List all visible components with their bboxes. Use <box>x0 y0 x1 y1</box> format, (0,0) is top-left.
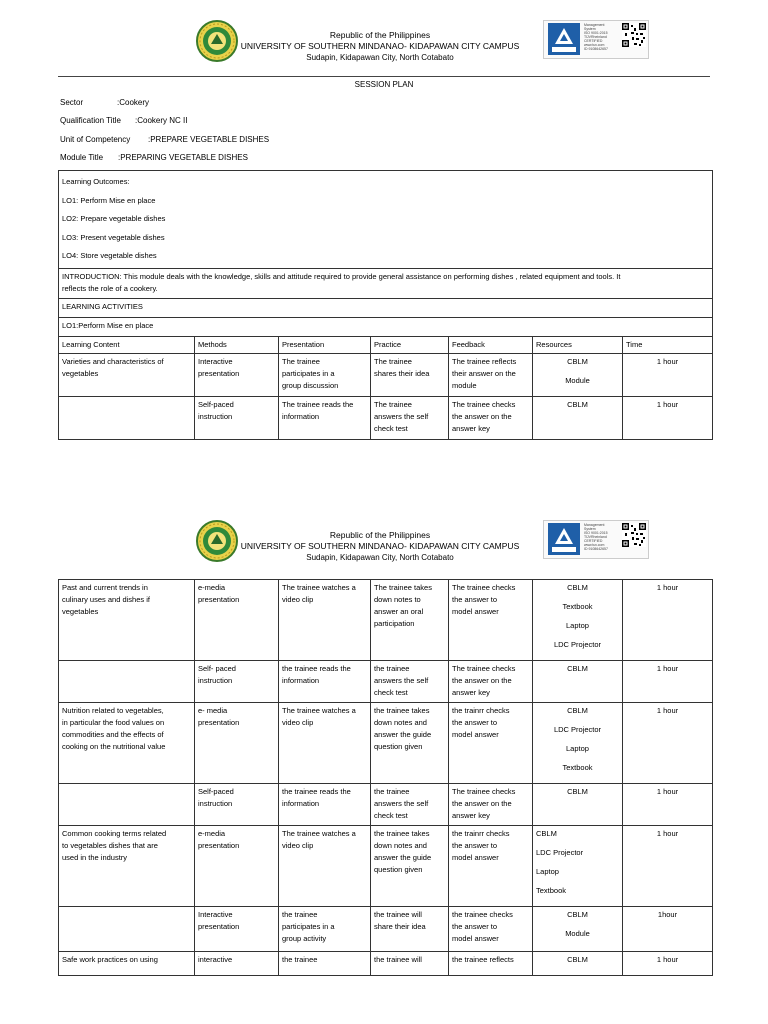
cell-time: 1 hour <box>623 396 713 439</box>
cell-practice <box>371 826 449 907</box>
cell-practice <box>371 952 449 976</box>
resource-item: CBLM <box>567 356 588 366</box>
cell-practice <box>371 661 449 703</box>
presentation-line: the trainee <box>282 955 318 964</box>
cell-methods <box>195 580 279 661</box>
presentation-line: the trainee <box>282 910 318 919</box>
meta-unit <box>60 135 270 144</box>
meta-label: Qualification Title <box>60 116 121 125</box>
presentation-line: video clip <box>282 718 314 727</box>
resource-item: Laptop <box>566 744 589 753</box>
methods-line: instruction <box>198 676 233 685</box>
cert-line: TÜVRheinland <box>584 535 607 539</box>
feedback-line: the answer to <box>452 841 498 850</box>
cert-line: TÜVRheinland <box>584 35 607 39</box>
cell-methods <box>195 396 279 439</box>
cell-content <box>59 784 195 826</box>
presentation-line: information <box>282 799 320 808</box>
cell-practice <box>371 396 449 439</box>
cell-methods <box>195 907 279 952</box>
header-address: Sudapin, Kidapawan City, North Cotabato <box>306 553 454 562</box>
practice-line: The trainee <box>374 356 412 366</box>
content-line: cooking on the nutritional value <box>62 742 166 751</box>
page-header <box>0 518 768 568</box>
col-header: Learning Content <box>59 336 195 353</box>
practice-line: The trainee <box>374 399 412 409</box>
activity-row <box>59 952 713 976</box>
cell-time: 1 hour <box>623 952 713 976</box>
resource-item: CBLM <box>567 787 588 796</box>
activity-row <box>59 353 713 396</box>
activity-row <box>59 784 713 826</box>
presentation-line: group activity <box>282 934 327 943</box>
feedback-line: answer key <box>452 811 490 820</box>
cert-line: Management <box>584 23 605 27</box>
page-gap <box>0 470 768 500</box>
col-header: Time <box>623 336 713 353</box>
feedback-line: the answer to <box>452 595 498 604</box>
presentation-line: the trainee reads the <box>282 787 351 796</box>
cell-content <box>59 826 195 907</box>
resource-item: Laptop <box>536 867 559 876</box>
feedback-line: the answer on the <box>452 676 512 685</box>
outcome-item: LO4: Store vegetable dishes <box>62 251 157 260</box>
cert-line: ISO 9001:2015 <box>584 31 608 35</box>
col-header: Presentation <box>279 336 371 353</box>
methods-line: Self-paced <box>198 787 234 796</box>
cell-presentation <box>279 952 371 976</box>
cell-resources <box>533 580 623 661</box>
methods-line: instruction <box>198 411 233 421</box>
cell-feedback <box>449 952 533 976</box>
outcome-item: LO1: Perform Mise en place <box>62 195 156 205</box>
cell-resources <box>533 703 623 784</box>
resource-item: Textbook <box>562 763 593 772</box>
col-header: Feedback <box>449 336 533 353</box>
feedback-line: model answer <box>452 607 499 616</box>
learning-outcomes-cell <box>59 171 713 269</box>
meta-module <box>60 153 248 162</box>
practice-line: down notes and <box>374 841 427 850</box>
practice-line: the trainee <box>374 664 410 673</box>
methods-line: presentation <box>198 841 240 850</box>
presentation-line: participates in a <box>282 922 335 931</box>
cell-feedback <box>449 907 533 952</box>
practice-line: answers the self <box>374 799 429 808</box>
meta-value: :Cookery NC II <box>135 116 188 125</box>
cell-resources <box>533 353 623 396</box>
intro-line: reflects the role of a cookery. <box>62 283 158 293</box>
meta-value: :PREPARE VEGETABLE DISHES <box>148 135 270 144</box>
feedback-line: The trainee reflects <box>452 356 517 366</box>
session-plan-table-1 <box>58 170 713 440</box>
resource-item: CBLM <box>567 955 588 964</box>
methods-line: presentation <box>198 368 240 378</box>
methods-line: e-media <box>198 583 226 592</box>
feedback-line: model answer <box>452 853 499 862</box>
col-header: Practice <box>371 336 449 353</box>
presentation-line: The trainee watches a <box>282 583 356 592</box>
presentation-line: The trainee watches a <box>282 829 356 838</box>
cell-resources <box>533 907 623 952</box>
cert-line: www.tuv.com <box>584 543 605 547</box>
feedback-line: the answer to <box>452 922 498 931</box>
practice-line: answer the guide <box>374 853 432 862</box>
header-university: UNIVERSITY OF SOUTHERN MINDANAO- KIDAPAWAN CITY CAMPUS <box>240 41 520 51</box>
column-header-row <box>59 336 713 353</box>
feedback-line: the answer to <box>452 718 498 727</box>
cert-line: System <box>584 27 596 31</box>
cell-methods <box>195 353 279 396</box>
cell-presentation <box>279 580 371 661</box>
tuv-certified-icon <box>548 23 580 55</box>
feedback-line: The trainee checks <box>452 664 516 673</box>
cell-feedback <box>449 784 533 826</box>
presentation-line: group discussion <box>282 380 339 390</box>
header-university: UNIVERSITY OF SOUTHERN MINDANAO- KIDAPAWAN CITY CAMPUS <box>240 541 520 551</box>
content-line: vegetables <box>62 607 99 616</box>
introduction-cell <box>59 268 713 298</box>
cell-time: 1 hour <box>623 826 713 907</box>
practice-line: share their idea <box>374 922 426 931</box>
cert-line: ID 9108642657 <box>584 47 608 51</box>
methods-line: Interactive <box>198 356 233 366</box>
feedback-line: the trainrr checks <box>452 829 510 838</box>
practice-line: participation <box>374 619 415 628</box>
col-header: Methods <box>195 336 279 353</box>
activity-row <box>59 580 713 661</box>
content-line: vegetables <box>62 368 99 378</box>
session-plan-table-2 <box>58 579 713 976</box>
cert-line: ID 9108642657 <box>584 547 608 551</box>
cert-line: CERTIFIED <box>584 39 603 43</box>
cell-presentation <box>279 703 371 784</box>
header-republic: Republic of the Philippines <box>329 530 431 540</box>
practice-line: the trainee will <box>374 910 422 919</box>
meta-qualification <box>60 116 188 125</box>
cell-content <box>59 703 195 784</box>
practice-line: check test <box>374 811 408 820</box>
cell-methods <box>195 826 279 907</box>
practice-line: The trainee takes <box>374 583 432 592</box>
doc-title: SESSION PLAN <box>354 80 414 89</box>
content-line: Varieties and characteristics of <box>62 356 164 366</box>
resource-item: CBLM <box>567 664 588 673</box>
resource-item: Laptop <box>566 621 589 630</box>
presentation-line: video clip <box>282 595 314 604</box>
cell-methods <box>195 952 279 976</box>
learning-activities-heading: LEARNING ACTIVITIES <box>59 298 713 317</box>
cell-practice <box>371 353 449 396</box>
feedback-line: answer key <box>452 423 490 433</box>
cell-content <box>59 580 195 661</box>
presentation-line: the trainee reads the <box>282 664 351 673</box>
practice-line: question given <box>374 865 423 874</box>
meta-label: Sector <box>60 98 84 107</box>
practice-line: the trainee will <box>374 955 422 964</box>
resource-item: Module <box>565 375 590 385</box>
content-line: Past and current trends in <box>62 583 148 592</box>
feedback-line: module <box>452 380 477 390</box>
page-1 <box>0 0 768 470</box>
cell-feedback <box>449 353 533 396</box>
practice-line: question given <box>374 742 423 751</box>
feedback-line: the trainrr checks <box>452 706 510 715</box>
cell-time: 1 hour <box>623 580 713 661</box>
cell-content <box>59 907 195 952</box>
meta-label: Unit of Competency <box>60 135 131 144</box>
intro-line: INTRODUCTION: This module deals with the knowledge, skills and attitude required to provide general assistance on performing dishes , related equipment and tools. It <box>62 271 621 281</box>
meta-sector <box>60 98 150 107</box>
cell-resources <box>533 952 623 976</box>
methods-line: interactive <box>198 955 233 964</box>
presentation-line: The trainee <box>282 356 320 366</box>
methods-line: Interactive <box>198 910 233 919</box>
meta-value: :Cookery <box>117 98 150 107</box>
practice-line: check test <box>374 688 408 697</box>
feedback-line: The trainee checks <box>452 583 516 592</box>
activity-row <box>59 826 713 907</box>
methods-line: presentation <box>198 922 240 931</box>
resource-item: CBLM <box>567 583 588 592</box>
cell-feedback <box>449 396 533 439</box>
feedback-line: the trainee checks <box>452 910 513 919</box>
content-line: in particular the food values on <box>62 718 165 727</box>
cell-feedback <box>449 580 533 661</box>
practice-line: down notes to <box>374 595 421 604</box>
resource-item: CBLM <box>536 829 557 838</box>
methods-line: Self-paced <box>198 399 234 409</box>
feedback-line: The trainee checks <box>452 399 516 409</box>
lo1-heading: LO1:Perform Mise en place <box>59 317 713 336</box>
feedback-line: answer key <box>452 688 490 697</box>
header-address: Sudapin, Kidapawan City, North Cotabato <box>306 53 454 62</box>
cert-line: System <box>584 527 596 531</box>
cell-resources <box>533 661 623 703</box>
feedback-line: model answer <box>452 730 499 739</box>
presentation-line: video clip <box>282 841 314 850</box>
methods-line: instruction <box>198 799 233 808</box>
content-line: Common cooking terms related <box>62 829 167 838</box>
methods-line: e- media <box>198 706 228 715</box>
cell-practice <box>371 703 449 784</box>
cell-content <box>59 952 195 976</box>
cell-practice <box>371 907 449 952</box>
cell-resources <box>533 784 623 826</box>
cell-resources <box>533 396 623 439</box>
practice-line: the trainee takes <box>374 829 430 838</box>
tuv-certified-icon <box>548 523 580 555</box>
practice-line: the trainee takes <box>374 706 430 715</box>
cell-methods <box>195 784 279 826</box>
cell-time: 1 hour <box>623 661 713 703</box>
practice-line: answers the self <box>374 676 429 685</box>
header-divider <box>58 76 710 77</box>
presentation-line: The trainee watches a <box>282 706 356 715</box>
presentation-line: information <box>282 411 320 421</box>
cell-practice <box>371 784 449 826</box>
feedback-line: the answer on the <box>452 799 512 808</box>
methods-line: e-media <box>198 829 226 838</box>
cell-content <box>59 396 195 439</box>
cert-line: www.tuv.com <box>584 43 605 47</box>
presentation-line: The trainee reads the <box>282 399 354 409</box>
practice-line: answers the self <box>374 411 429 421</box>
activity-row <box>59 907 713 952</box>
cell-time: 1 hour <box>623 353 713 396</box>
practice-line: the trainee <box>374 787 410 796</box>
cell-resources <box>533 826 623 907</box>
feedback-line: their answer on the <box>452 368 516 378</box>
meta-value: :PREPARING VEGETABLE DISHES <box>118 153 248 162</box>
resource-item: CBLM <box>567 910 588 919</box>
activity-row <box>59 396 713 439</box>
content-line: used in the industry <box>62 853 128 862</box>
qr-code-icon <box>622 23 646 47</box>
cert-line: ISO 9001:2015 <box>584 531 608 535</box>
cell-content <box>59 661 195 703</box>
practice-line: check test <box>374 423 408 433</box>
cell-presentation <box>279 826 371 907</box>
iso-certification-badge <box>543 520 649 559</box>
cell-presentation <box>279 907 371 952</box>
content-line: Safe work practices on using <box>62 955 158 964</box>
cell-feedback <box>449 826 533 907</box>
cell-methods <box>195 661 279 703</box>
practice-line: answer the guide <box>374 730 432 739</box>
iso-certification-badge <box>543 20 649 59</box>
cell-content <box>59 353 195 396</box>
cell-feedback <box>449 703 533 784</box>
practice-line: answer an oral <box>374 607 424 616</box>
qr-code-icon <box>622 523 646 547</box>
feedback-line: the trainee reflects <box>452 955 514 964</box>
activity-row <box>59 703 713 784</box>
feedback-line: The trainee checks <box>452 787 516 796</box>
outcome-item: LO3: Present vegetable dishes <box>62 232 165 242</box>
content-line: to vegetables dishes that are <box>62 841 158 850</box>
feedback-line: the answer on the <box>452 411 512 421</box>
cell-feedback <box>449 661 533 703</box>
activity-row <box>59 661 713 703</box>
methods-line: presentation <box>198 595 240 604</box>
outcomes-heading: Learning Outcomes: <box>62 177 130 186</box>
cert-line: CERTIFIED <box>584 539 603 543</box>
meta-label: Module Title <box>60 153 104 162</box>
outcome-item: LO2: Prepare vegetable dishes <box>62 214 166 223</box>
cell-presentation <box>279 661 371 703</box>
page-header <box>0 18 768 68</box>
header-republic: Republic of the Philippines <box>329 30 431 40</box>
resource-item: Textbook <box>536 886 567 895</box>
cell-methods <box>195 703 279 784</box>
practice-line: shares their idea <box>374 368 430 378</box>
resource-item: Module <box>565 929 590 938</box>
resource-item: LDC Projector <box>553 640 602 649</box>
cell-time: 1hour <box>623 907 713 952</box>
content-line: commodities and the effects of <box>62 730 164 739</box>
content-line: culinary uses and dishes if <box>62 595 150 604</box>
presentation-line: information <box>282 676 320 685</box>
cell-time: 1 hour <box>623 784 713 826</box>
cell-presentation <box>279 353 371 396</box>
methods-line: presentation <box>198 718 240 727</box>
cell-presentation <box>279 396 371 439</box>
resource-item: Textbook <box>562 602 593 611</box>
methods-line: Self- paced <box>198 664 236 673</box>
col-header: Resources <box>533 336 623 353</box>
content-line: Nutrition related to vegetables, <box>62 706 164 715</box>
resource-item: CBLM <box>567 706 588 715</box>
cell-practice <box>371 580 449 661</box>
resource-item: CBLM <box>567 399 588 409</box>
page-2 <box>0 500 768 1024</box>
resource-item: LDC Projector <box>536 848 584 857</box>
cert-line: Management <box>584 523 605 527</box>
presentation-line: participates in a <box>282 368 335 378</box>
practice-line: down notes and <box>374 718 427 727</box>
resource-item: LDC Projector <box>553 725 602 734</box>
cell-time: 1 hour <box>623 703 713 784</box>
feedback-line: model answer <box>452 934 499 943</box>
cell-presentation <box>279 784 371 826</box>
